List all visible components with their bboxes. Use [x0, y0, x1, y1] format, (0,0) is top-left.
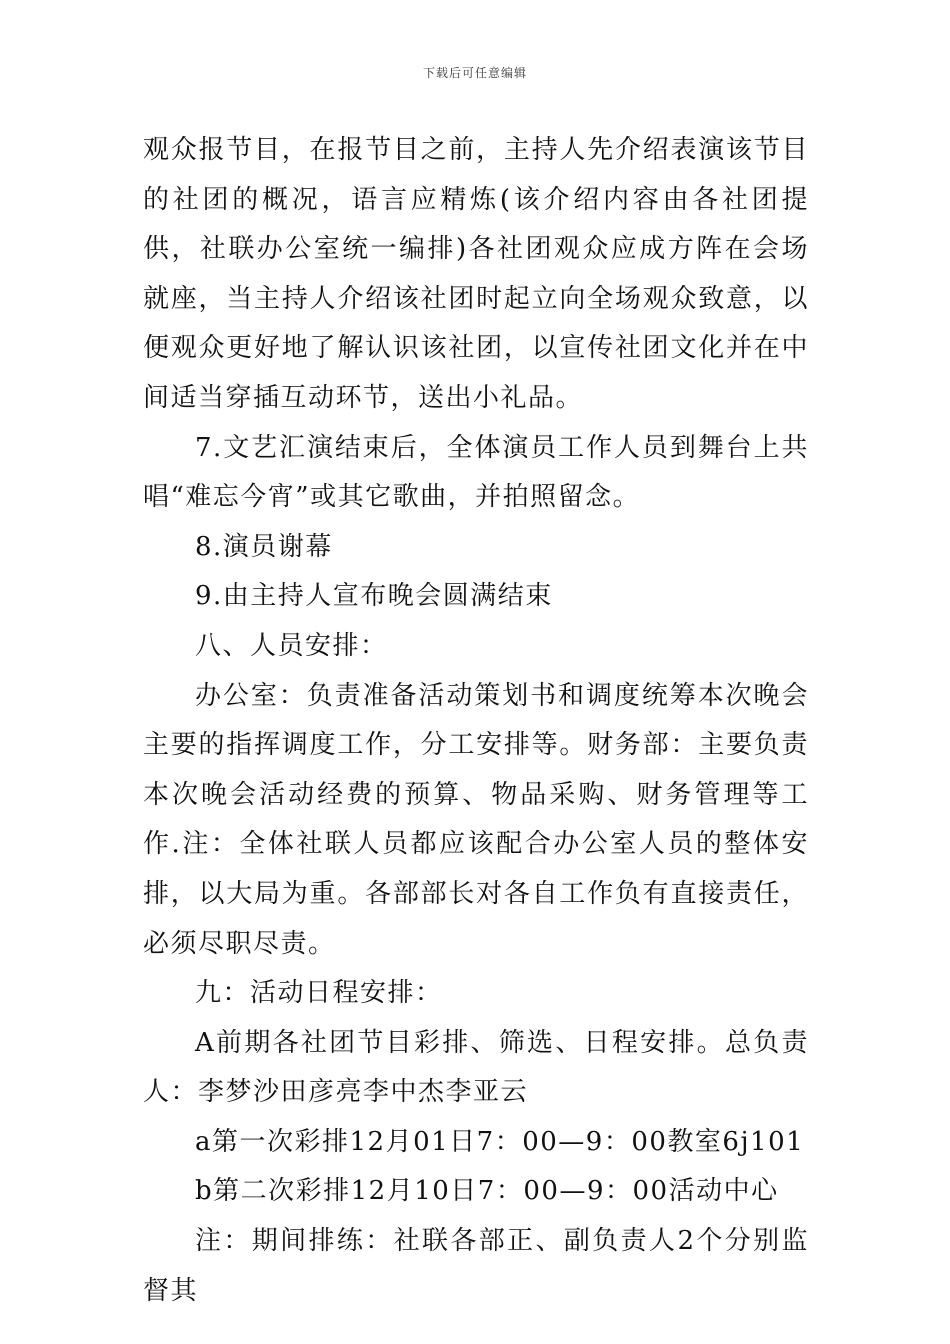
- paragraph-staffing-details: 办公室：负责准备活动策划书和调度统筹本次晚会主要的指挥调度工作，分工安排等。财务部：主要负责本次晚会活动经费的预算、物品采购、财务管理等工作.注：全体社联人员都应该配合办公室人员的整体安排，以大局为重。各部部长对各自工作负有直接责任，必须尽职尽责。: [143, 680, 809, 959]
- paragraph-item-8: 8.演员谢幕: [195, 531, 333, 562]
- paragraph-item-9: 9.由主持人宣布晚会圆满结束: [195, 581, 553, 612]
- page-header-note: 下载后可任意编辑: [422, 66, 527, 80]
- paragraph-rehearsal-2: b第二次彩排12月10日7：00—9：00活动中心: [195, 1176, 779, 1207]
- paragraph-rehearsal-1: a第一次彩排12月01日7：00—9：00教室6j101: [195, 1126, 805, 1157]
- paragraph-item-7: 7.文艺汇演结束后，全体演员工作人员到舞台上共唱“难忘今宵”或其它歌曲，并拍照留念。: [143, 432, 809, 513]
- document-body: [143, 126, 809, 1316]
- paragraph-schedule-a: A前期各社团节目彩排、筛选、日程安排。总负责人：李梦沙田彦亮李中杰李亚云: [143, 1027, 809, 1108]
- section-heading-schedule: 九：活动日程安排：: [195, 978, 443, 1009]
- paragraph-note: 注：期间排练：社联各部正、副负责人2个分别监督其: [143, 1226, 809, 1306]
- section-heading-staffing: 八、人员安排：: [195, 630, 388, 661]
- paragraph-host-intro: 观众报节目，在报节目之前，主持人先介绍表演该节目的社团的概况，语言应精炼(该介绍内容由各社团提供，社联办公室统一编排)各社团观众应成方阵在会场就座，当主持人介绍该社团时起立向全场观众致意，以便观众更好地了解认识该社团，以宣传社团文化并在中间适当穿插互动环节，送出小礼品。: [143, 135, 809, 413]
